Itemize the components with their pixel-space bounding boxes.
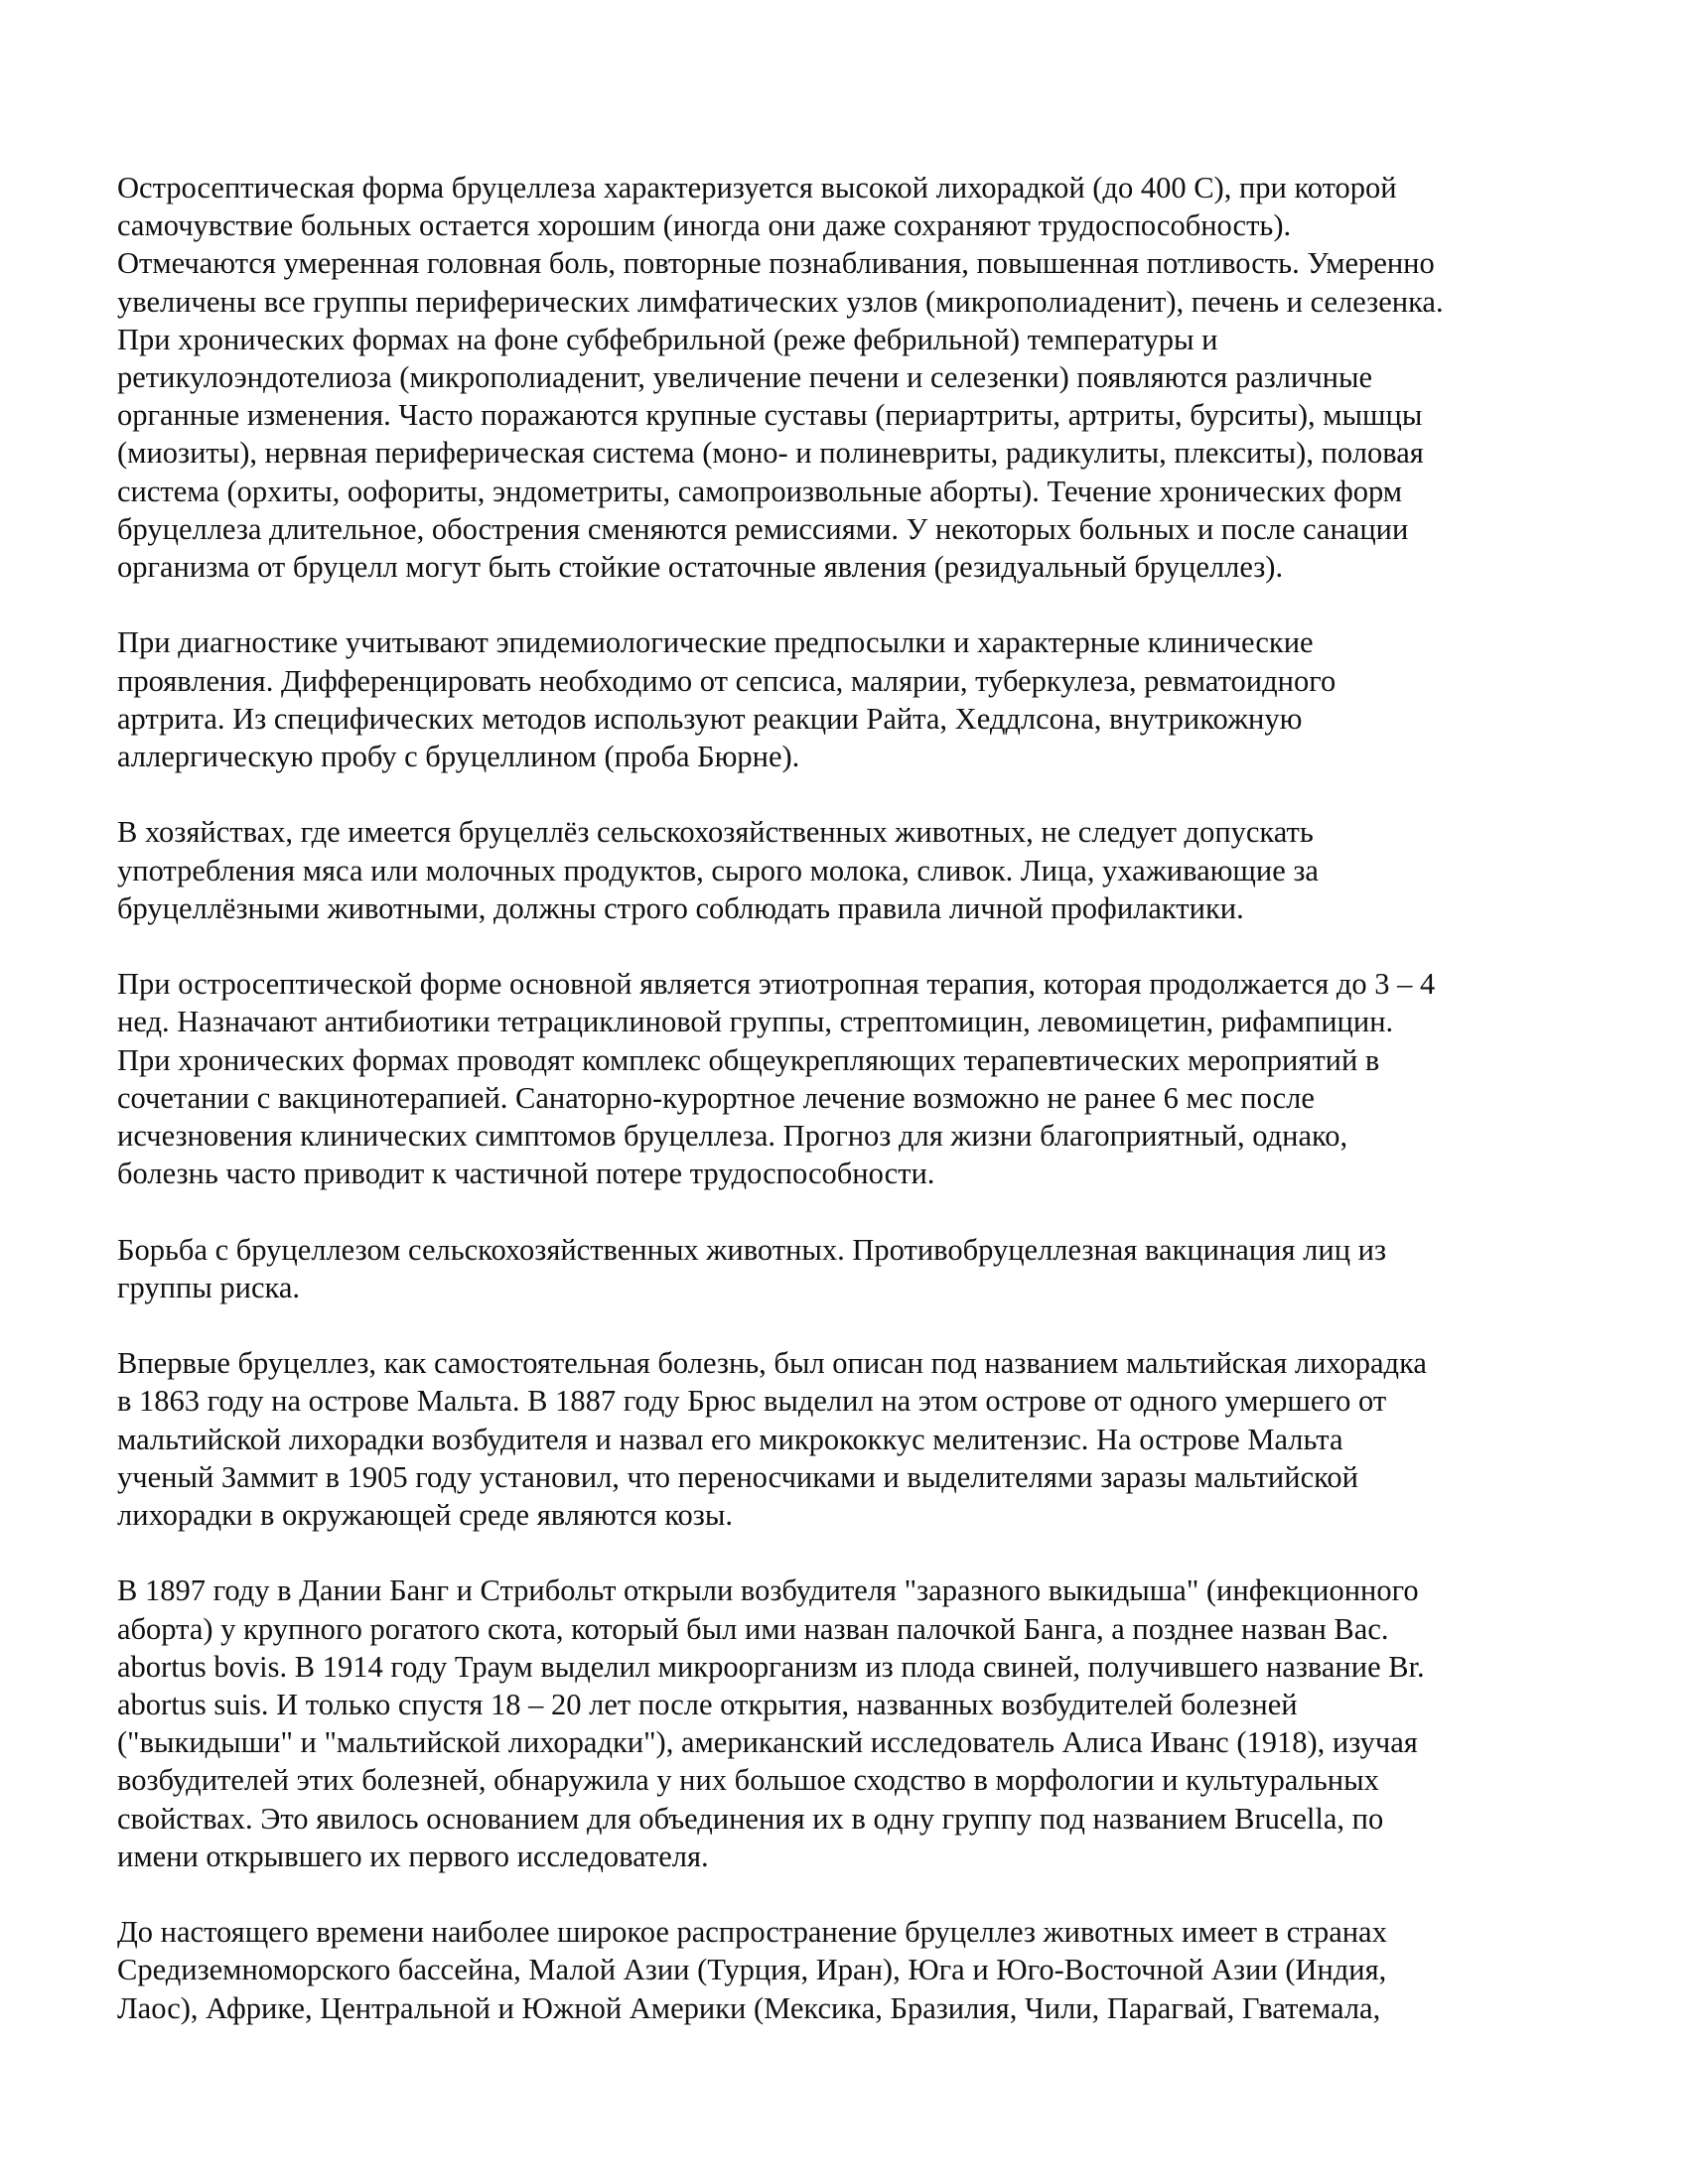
text-line: В 1897 году в Дании Банг и Стрибольт открыли возбудителя "заразного выкидыша" (инфекционного [117, 1573, 1419, 1608]
text-line: Лаос), Африке, Центральной и Южной Америки (Мексика, Бразилия, Чили, Парагвай, Гватемала, [117, 1990, 1381, 2025]
text-line: ("выкидыши" и "мальтийской лихорадки"), американский исследователь Алиса Иванс (1918), изучая [117, 1725, 1418, 1760]
text-line: бруцеллёзными животными, должны строго соблюдать правила личной профилактики. [117, 890, 1244, 925]
text-line: свойствах. Это явилось основанием для объединения их в одну группу под названием Brucella, по [117, 1801, 1384, 1836]
text-line: органные изменения. Часто поражаются крупные суставы (периартриты, артриты, бурситы), мышцы [117, 398, 1423, 433]
text-line: При хронических формах проводят комплекс общеукрепляющих терапевтических мероприятий в [117, 1042, 1380, 1077]
paragraph-control [117, 1231, 1577, 1306]
text-line: лихорадки в окружающей среде являются козы. [117, 1498, 733, 1533]
text-line: возбудителей этих болезней, обнаружила у них большое сходство в морфологии и культуральных [117, 1763, 1379, 1798]
paragraph-prevention-farms [117, 813, 1577, 927]
text-line: проявления. Дифференцировать необходимо от сепсиса, малярии, туберкулеза, ревматоидного [117, 663, 1336, 698]
text-line: Борьба с бруцеллезом сельскохозяйственных животных. Противобруцеллезная вакцинация лиц из [117, 1232, 1387, 1267]
text-line: До настоящего времени наиболее широкое распространение бруцеллез животных имеет в странах [117, 1915, 1387, 1950]
text-line: Средиземноморского бассейна, Малой Азии (Турция, Иран), Юга и Юго-Восточной Азии (Индия, [117, 1953, 1387, 1987]
text-line: Впервые бруцеллез, как самостоятельная болезнь, был описан под названием мальтийская лихорадка [117, 1346, 1427, 1381]
text-line: имени открывшего их первого исследователя. [117, 1839, 709, 1873]
text-line: в 1863 году на острове Мальта. В 1887 году Брюс выделил на этом острове от одного умершего от [117, 1384, 1387, 1419]
text-line: мальтийской лихорадки возбудителя и назвал его микрококкус мелитензис. На острове Мальта [117, 1422, 1343, 1456]
text-line: При хронических формах на фоне субфебрильной (реже фебрильной) температуры и [117, 322, 1218, 356]
paragraph-treatment [117, 965, 1577, 1192]
text-line: Отмечаются умеренная головная боль, повторные познабливания, повышенная потливость. Умеренно [117, 246, 1435, 281]
text-line: система (орхиты, оофориты, эндометриты, самопроизвольные аборты). Течение хронических форм [117, 474, 1403, 508]
text-line: артрита. Из специфических методов используют реакции Райта, Хеддлсона, внутрикожную [117, 701, 1303, 736]
text-line: самочувствие больных остается хорошим (иногда они даже сохраняют трудоспособность). [117, 208, 1292, 243]
text-line: организма от бруцелл могут быть стойкие остаточные явления (резидуальный бруцеллез). [117, 550, 1284, 585]
text-line: При остросептической форме основной является этиотропная терапия, которая продолжается до 3 – 4 [117, 967, 1436, 1002]
text-line: Остросептическая форма бруцеллеза характеризуется высокой лихорадкой (до 400 С), при которой [117, 171, 1397, 205]
text-line: исчезновения клинических симптомов бруцеллеза. Прогноз для жизни благоприятный, однако, [117, 1119, 1348, 1154]
text-line: аллергическую пробу с бруцеллином (проба Бюрне). [117, 740, 800, 774]
text-line: (миозиты), нервная периферическая система (моно- и полиневриты, радикулиты, плекситы), половая [117, 436, 1424, 471]
text-line: употребления мяса или молочных продуктов, сырого молока, сливок. Лица, ухаживающие за [117, 853, 1319, 887]
paragraph-clinical-forms [117, 169, 1577, 586]
text-line: При диагностике учитывают эпидемиологические предпосылки и характерные клинические [117, 625, 1314, 660]
text-line: бруцеллеза длительное, обострения сменяются ремиссиями. У некоторых больных и после санации [117, 511, 1409, 546]
text-line: abortus suis. И только спустя 18 – 20 лет после открытия, названных возбудителей болезней [117, 1688, 1298, 1722]
text-line: сочетании с вакцинотерапией. Санаторно-курортное лечение возможно не ранее 6 мес после [117, 1080, 1315, 1115]
text-line: увеличены все группы периферических лимфатических узлов (микрополиаденит), печень и селезенка. [117, 284, 1444, 319]
paragraph-diagnostics [117, 623, 1577, 775]
text-line: ретикулоэндотелиоза (микрополиаденит, увеличение печени и селезенки) появляются различные [117, 360, 1373, 395]
text-line: аборта) у крупного рогатого скота, который был ими назван палочкой Банга, а позднее назван Вас. [117, 1611, 1389, 1646]
paragraph-history-malta [117, 1344, 1577, 1534]
paragraph-distribution [117, 1913, 1577, 2027]
text-line: В хозяйствах, где имеется бруцеллёз сельскохозяйственных животных, не следует допускать [117, 815, 1314, 850]
document-page [117, 169, 1577, 2065]
text-line: abortus bovis. В 1914 году Траум выделил микроорганизм из плода свиней, получившего название Br. [117, 1649, 1425, 1684]
text-line: ученый Заммит в 1905 году установил, что переносчиками и выделителями заразы мальтийской [117, 1459, 1358, 1494]
text-line: группы риска. [117, 1270, 300, 1304]
text-line: нед. Назначают антибиотики тетрациклиновой группы, стрептомицин, левомицетин, рифампицин. [117, 1005, 1394, 1039]
paragraph-history-bang [117, 1571, 1577, 1875]
text-line: болезнь часто приводит к частичной потере трудоспособности. [117, 1157, 935, 1191]
